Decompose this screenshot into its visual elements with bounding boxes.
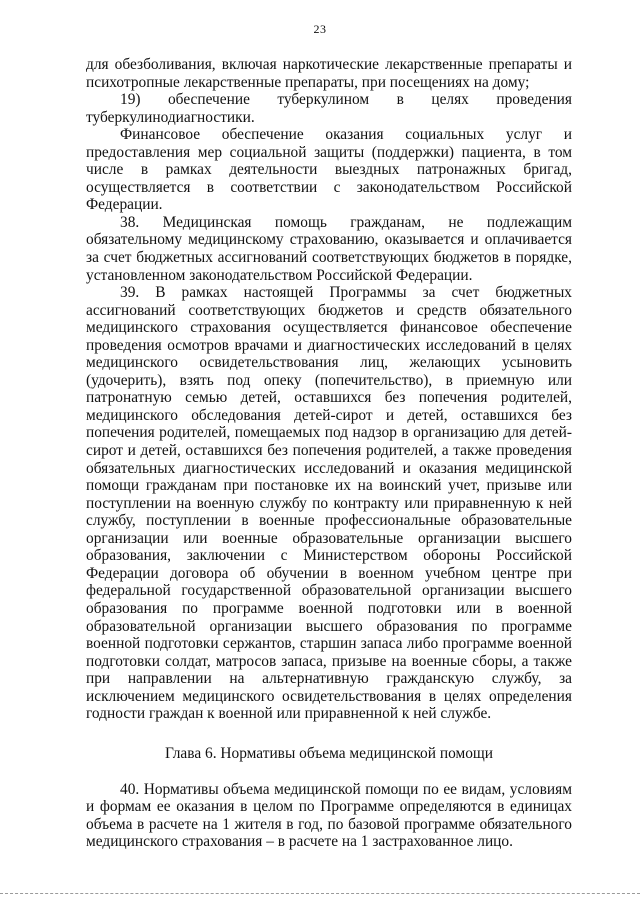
paragraph-continuation: для обезболивания, включая наркотические лекарственные препараты и психотропные лекарственные препараты, при посещениях на дому; (86, 56, 572, 91)
scan-edge-line (0, 893, 640, 894)
paragraph-40: 40. Нормативы объема медицинской помощи по ее видам, условиям и формам ее оказания в целом по Программе определяются в единицах объема в расчете на 1 жителя в год, по базовой программе обязательного медицинского страхования – в расчете на 1 застрахованное лицо. (86, 780, 572, 851)
document-body (86, 56, 572, 851)
paragraph-39: 39. В рамках настоящей Программы за счет бюджетных ассигнований соответствующих бюджетов и средств обязательного медицинского страхования осуществляется финансовое обеспечение проведения осмотров врачами и диагностических исследований в целях медицинского освидетельствования лиц, желающих усыновить (удочерить), взять под опеку (попечительство), в приемную или патронатную семью детей, оставшихся без попечения родителей, медицинского обследования детей-сирот и детей, оставшихся без попечения родителей, помещаемых под надзор в организацию для детей-сирот и детей, оставшихся без попечения родителей, а также проведения обязательных диагностических исследований и оказания медицинской помощи гражданам при постановке их на воинский учет, призыве или поступлении на военную службу по контракту или приравненную к ней службу, поступлении в военные профессиональные образовательные организации или военные образовательные организации высшего образования, заключении с Министерством обороны Российской Федерации договора об обучении в военном учебном центре при федеральной государственной образовательной организации высшего образования по программе военной подготовки или в военной образовательной организации высшего образования по программе военной подготовки сержантов, старшин запаса либо программе военной подготовки солдат, матросов запаса, призыве на военные сборы, а также при направлении на альтернативную гражданскую службу, за исключением медицинского освидетельствования в целях определения годности граждан к военной или приравненной к ней службе. (86, 284, 572, 723)
chapter-heading: Глава 6. Нормативы объема медицинской помощи (165, 744, 493, 762)
paragraph-item-19: 19) обеспечение туберкулином в целях проведения туберкулинодиагностики. (86, 91, 572, 126)
page-number: 23 (313, 22, 327, 36)
paragraph-38: 38. Медицинская помощь гражданам, не подлежащим обязательному медицинскому страхованию, оказывается и оплачивается за счет бюджетных ассигнований соответствующих бюджетов в порядке, установленном законодательством Российской Федерации. (86, 213, 572, 284)
paragraph-financing: Финансовое обеспечение оказания социальных услуг и предоставления мер социальной защиты (поддержки) пациента, в том числе в рамках деятельности выездных патронажных бригад, осуществляется в соответствии с законодательством Российской Федерации. (86, 126, 572, 214)
